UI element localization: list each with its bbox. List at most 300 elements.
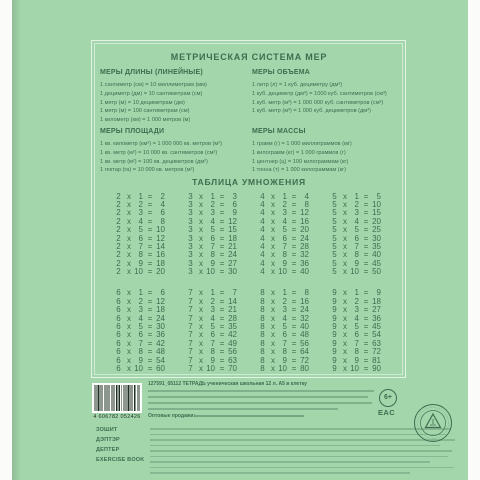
factor: 9	[332, 313, 337, 323]
times-sign: x	[271, 313, 275, 323]
equals-sign: =	[219, 233, 225, 243]
factor: 7	[188, 338, 193, 348]
equals-sign: =	[291, 364, 297, 373]
times-sign: x	[343, 216, 347, 226]
multiplier: 6	[354, 233, 359, 243]
section-heading: МЕРЫ МАССЫ	[252, 128, 306, 135]
equals-sign: =	[363, 355, 369, 365]
multiplier: 9	[138, 258, 143, 268]
multiplier: 3	[210, 208, 215, 218]
multiplier: 6	[210, 330, 215, 340]
factor: 3	[188, 208, 193, 218]
equals-sign: =	[219, 267, 225, 277]
times-sign: x	[343, 199, 347, 209]
product: 36	[300, 258, 309, 268]
product: 81	[372, 355, 381, 365]
factor: 3	[188, 233, 193, 243]
multiplier: 6	[354, 330, 359, 340]
product: 24	[300, 233, 309, 243]
equals-sign: =	[147, 250, 153, 260]
times-sign: x	[343, 364, 347, 373]
multiplier: 8	[282, 250, 287, 260]
multiplier: 10	[350, 364, 359, 373]
times-sign: x	[271, 216, 275, 226]
equals-sign: =	[363, 267, 369, 277]
times-sign: x	[199, 338, 203, 348]
product: 21	[228, 305, 237, 315]
product: 56	[228, 347, 237, 357]
factor: 5	[332, 216, 337, 226]
multiplier: 3	[210, 305, 215, 315]
quality-seal-icon	[413, 403, 453, 443]
equals-sign: =	[147, 322, 153, 331]
equals-sign: =	[219, 216, 225, 226]
times-sign: x	[271, 241, 275, 251]
multiplier: 7	[210, 241, 215, 251]
barcode	[92, 383, 142, 413]
product: 18	[372, 296, 381, 306]
multiplier: 6	[138, 330, 143, 340]
equals-sign: =	[291, 330, 297, 340]
multiplier: 7	[282, 338, 287, 348]
times-sign: x	[271, 330, 275, 340]
age-rating-badge: 6+	[379, 389, 397, 407]
times-sign: x	[127, 250, 131, 260]
multiplier: 10	[350, 267, 359, 277]
factor: 6	[116, 296, 121, 306]
unit-equivalence: 1 килограмм (кг) = 1 000 граммов (г)	[252, 149, 346, 156]
cover-left-edge	[12, 0, 21, 480]
times-sign: x	[271, 258, 275, 268]
multiplier: 10	[206, 267, 215, 277]
equals-sign: =	[363, 250, 369, 260]
multiplier: 9	[138, 355, 143, 365]
product: 72	[300, 355, 309, 365]
multiplication-row	[187, 365, 237, 373]
product-name: ЗОШИТ	[96, 427, 118, 433]
equals-sign: =	[363, 305, 369, 315]
equals-sign: =	[363, 258, 369, 268]
multiplier: 1	[282, 191, 287, 201]
product: 8	[304, 288, 309, 298]
times-sign: x	[271, 296, 275, 306]
factor: 3	[188, 225, 193, 235]
product: 21	[228, 241, 237, 251]
multiplier: 4	[282, 313, 287, 323]
equals-sign: =	[219, 330, 225, 340]
multiplication-row	[259, 365, 309, 373]
multiplier: 10	[278, 267, 287, 277]
factor: 8	[260, 330, 265, 340]
equals-sign: =	[363, 225, 369, 235]
equals-sign: =	[147, 330, 153, 340]
product-name-list	[96, 425, 144, 465]
product: 3	[232, 191, 237, 201]
times-sign: x	[271, 305, 275, 315]
multiplier: 4	[210, 216, 215, 226]
times-sign: x	[199, 208, 203, 218]
factor: 6	[116, 364, 121, 373]
unit-equivalence: 1 куб. метр (м³) = 1 000 куб. дециметров (дм³)	[252, 108, 371, 115]
times-sign: x	[271, 355, 275, 365]
times-sign: x	[199, 225, 203, 235]
equals-sign: =	[147, 364, 153, 373]
times-sign: x	[343, 241, 347, 251]
times-sign: x	[343, 305, 347, 315]
times-sign: x	[127, 233, 131, 243]
unit-equivalence: 1 дециметр (дм) = 10 сантиметрам (см)	[100, 90, 203, 97]
factor: 9	[332, 347, 337, 357]
multiplier: 7	[138, 241, 143, 251]
multiplication-table-title: ТАБЛИЦА УМНОЖЕНИЯ	[192, 177, 306, 187]
product: 72	[372, 347, 381, 357]
times-sign: x	[127, 355, 131, 365]
equals-sign: =	[291, 225, 297, 235]
factor: 8	[260, 296, 265, 306]
factor: 5	[332, 241, 337, 251]
product: 9	[232, 208, 237, 218]
times-sign: x	[199, 364, 203, 373]
product: 32	[300, 313, 309, 323]
product: 90	[372, 364, 381, 373]
product: 6	[160, 288, 165, 298]
factor: 6	[116, 288, 121, 298]
times-sign: x	[199, 296, 203, 306]
barcode-digits: 4 606782 052426	[93, 414, 141, 420]
product: 49	[228, 338, 237, 348]
times-sign: x	[343, 347, 347, 357]
equals-sign: =	[291, 250, 297, 260]
product: 18	[156, 258, 165, 268]
fine-print-line	[148, 402, 372, 404]
times-sign: x	[127, 347, 131, 357]
equals-sign: =	[291, 216, 297, 226]
factor: 3	[188, 241, 193, 251]
product: 20	[300, 225, 309, 235]
factor: 5	[332, 250, 337, 260]
equals-sign: =	[219, 288, 225, 298]
product: 36	[156, 330, 165, 340]
multiplier: 5	[210, 322, 215, 331]
product: 7	[232, 288, 237, 298]
times-sign: x	[271, 347, 275, 357]
multiplier: 10	[134, 267, 143, 277]
factor: 9	[332, 322, 337, 331]
section-length	[100, 68, 207, 125]
multiplier: 1	[354, 288, 359, 298]
factor: 9	[332, 338, 337, 348]
product: 25	[372, 225, 381, 235]
times-sign: x	[199, 288, 203, 298]
multiplier: 3	[282, 208, 287, 218]
multiplier: 8	[138, 347, 143, 357]
factor: 6	[116, 338, 121, 348]
equals-sign: =	[219, 338, 225, 348]
equals-sign: =	[291, 338, 297, 348]
metric-system-title: МЕТРИЧЕСКАЯ СИСТЕМА МЕР	[170, 52, 328, 62]
times-sign: x	[271, 191, 275, 201]
times-sign: x	[343, 267, 347, 277]
times-sign: x	[199, 216, 203, 226]
factor: 8	[260, 322, 265, 331]
product: 5	[376, 191, 381, 201]
equals-sign: =	[363, 313, 369, 323]
product: 63	[372, 338, 381, 348]
multiplier: 4	[138, 313, 143, 323]
fine-print-line	[150, 450, 452, 452]
multiplier: 7	[138, 338, 143, 348]
factor: 9	[332, 355, 337, 365]
factor: 6	[116, 355, 121, 365]
factor: 4	[260, 216, 265, 226]
product: 48	[156, 347, 165, 357]
multiplier: 2	[138, 199, 143, 209]
equals-sign: =	[363, 296, 369, 306]
multiplication-row	[331, 268, 381, 276]
equals-sign: =	[219, 250, 225, 260]
equals-sign: =	[147, 225, 153, 235]
factor: 7	[188, 322, 193, 331]
equals-sign: =	[291, 208, 297, 218]
multiplier: 9	[354, 355, 359, 365]
multiplier: 7	[354, 241, 359, 251]
multiplication-row	[187, 268, 237, 276]
product: 45	[372, 258, 381, 268]
equals-sign: =	[363, 208, 369, 218]
product: 48	[300, 330, 309, 340]
factor: 4	[260, 199, 265, 209]
product: 80	[300, 364, 309, 373]
section-heading: МЕРЫ ПЛОЩАДИ	[100, 128, 165, 135]
equals-sign: =	[147, 199, 153, 209]
equals-sign: =	[219, 225, 225, 235]
product: 45	[372, 322, 381, 331]
equals-sign: =	[147, 241, 153, 251]
factor: 3	[188, 250, 193, 260]
product: 40	[300, 322, 309, 331]
times-sign: x	[199, 322, 203, 331]
factor: 7	[188, 313, 193, 323]
section-area	[100, 127, 222, 175]
equals-sign: =	[219, 322, 225, 331]
product: 20	[156, 267, 165, 277]
times-sign: x	[127, 330, 131, 340]
multiplication-row	[331, 365, 381, 373]
factor: 8	[260, 338, 265, 348]
fine-print-line	[150, 439, 455, 441]
times-sign: x	[343, 258, 347, 268]
fine-print-line	[150, 461, 430, 463]
product: 70	[228, 364, 237, 373]
product: 54	[156, 355, 165, 365]
times-sign: x	[199, 250, 203, 260]
factor: 9	[332, 364, 337, 373]
multiplier: 7	[282, 241, 287, 251]
times-sign: x	[271, 267, 275, 277]
factor: 7	[188, 288, 193, 298]
equals-sign: =	[291, 355, 297, 365]
times-sign: x	[343, 330, 347, 340]
product: 18	[156, 305, 165, 315]
fine-print-line	[150, 445, 440, 447]
multiplier: 1	[282, 288, 287, 298]
product: 35	[372, 241, 381, 251]
product: 6	[160, 208, 165, 218]
product: 10	[372, 199, 381, 209]
factor: 6	[116, 347, 121, 357]
multiplier: 2	[354, 296, 359, 306]
product: 64	[300, 347, 309, 357]
product: 24	[228, 250, 237, 260]
unit-equivalence: 1 кв. метр (м²) = 10 000 кв. сантиметров (см²)	[100, 149, 218, 156]
times-sign: x	[343, 225, 347, 235]
times-sign: x	[127, 199, 131, 209]
multiplier: 5	[282, 322, 287, 331]
factor: 4	[260, 258, 265, 268]
product: 42	[156, 338, 165, 348]
factor: 9	[332, 296, 337, 306]
factor: 4	[260, 267, 265, 277]
multiplier: 5	[138, 322, 143, 331]
equals-sign: =	[291, 267, 297, 277]
product: 28	[300, 241, 309, 251]
equals-sign: =	[291, 296, 297, 306]
equals-sign: =	[291, 288, 297, 298]
equals-sign: =	[147, 208, 153, 218]
times-sign: x	[127, 258, 131, 268]
fine-print-line	[148, 396, 368, 398]
factor: 9	[332, 305, 337, 315]
factor: 2	[116, 250, 121, 260]
equals-sign: =	[291, 313, 297, 323]
equals-sign: =	[363, 241, 369, 251]
multiplication-row	[115, 268, 165, 276]
product: 12	[300, 208, 309, 218]
multiplier: 2	[354, 199, 359, 209]
multiplication-row	[115, 365, 165, 373]
factor: 6	[116, 305, 121, 315]
times-sign: x	[127, 364, 131, 373]
multiplier: 8	[138, 250, 143, 260]
equals-sign: =	[219, 241, 225, 251]
equals-sign: =	[363, 288, 369, 298]
equals-sign: =	[147, 233, 153, 243]
equals-sign: =	[219, 355, 225, 365]
product: 9	[376, 288, 381, 298]
multiplier: 8	[354, 347, 359, 357]
times-sign: x	[271, 338, 275, 348]
times-sign: x	[127, 305, 131, 315]
multiplier: 8	[210, 347, 215, 357]
multiplier: 3	[282, 305, 287, 315]
equals-sign: =	[291, 233, 297, 243]
factor: 3	[188, 191, 193, 201]
multiplier: 4	[282, 216, 287, 226]
factor: 5	[332, 191, 337, 201]
wholesale-label: Оптовые продажи:	[148, 413, 196, 419]
times-sign: x	[199, 241, 203, 251]
product: 16	[156, 250, 165, 260]
multiplier: 6	[210, 233, 215, 243]
multiplier: 4	[354, 216, 359, 226]
unit-equivalence: 1 километр (км) = 1 000 метров (м)	[100, 117, 191, 124]
times-sign: x	[343, 208, 347, 218]
factor: 7	[188, 330, 193, 340]
product: 14	[228, 296, 237, 306]
product-name: EXERCISE BOOK	[96, 457, 145, 463]
multiplier: 4	[138, 216, 143, 226]
factor: 3	[188, 258, 193, 268]
times-sign: x	[343, 191, 347, 201]
multiplier: 2	[282, 296, 287, 306]
factor: 2	[116, 267, 121, 277]
times-sign: x	[343, 355, 347, 365]
multiplier: 2	[138, 296, 143, 306]
multiplier: 3	[138, 305, 143, 315]
product-name: ДЕПТЕР	[96, 447, 120, 453]
times-sign: x	[271, 199, 275, 209]
factor: 5	[332, 225, 337, 235]
product: 30	[156, 322, 165, 331]
product: 12	[156, 233, 165, 243]
equals-sign: =	[291, 191, 297, 201]
times-sign: x	[199, 199, 203, 209]
product: 4	[160, 199, 165, 209]
equals-sign: =	[363, 364, 369, 373]
equals-sign: =	[147, 347, 153, 357]
multiplier: 10	[206, 364, 215, 373]
multiplier: 9	[354, 258, 359, 268]
times-sign: x	[127, 191, 131, 201]
times-sign: x	[199, 258, 203, 268]
factor: 8	[260, 288, 265, 298]
multiplier: 1	[138, 191, 143, 201]
equals-sign: =	[219, 313, 225, 323]
factor: 2	[116, 199, 121, 209]
multiplier: 5	[210, 225, 215, 235]
product: 54	[372, 330, 381, 340]
factor: 2	[116, 233, 121, 243]
fine-print-line	[148, 390, 374, 392]
equals-sign: =	[363, 216, 369, 226]
factor: 2	[116, 208, 121, 218]
product: 2	[160, 191, 165, 201]
times-sign: x	[271, 225, 275, 235]
equals-sign: =	[147, 216, 153, 226]
product: 50	[372, 267, 381, 277]
equals-sign: =	[147, 191, 153, 201]
times-sign: x	[127, 338, 131, 348]
factor: 8	[260, 305, 265, 315]
equals-sign: =	[147, 355, 153, 365]
times-sign: x	[343, 296, 347, 306]
multiplier: 9	[282, 355, 287, 365]
equals-sign: =	[363, 233, 369, 243]
times-sign: x	[271, 208, 275, 218]
product: 60	[156, 364, 165, 373]
factor: 3	[188, 267, 193, 277]
times-sign: x	[199, 330, 203, 340]
factor: 8	[260, 313, 265, 323]
product: 40	[372, 250, 381, 260]
factor: 4	[260, 225, 265, 235]
factor: 6	[116, 322, 121, 331]
product-name: ДЭПТЭР	[96, 437, 120, 443]
times-sign: x	[199, 191, 203, 201]
times-sign: x	[343, 288, 347, 298]
fine-print-line	[150, 434, 446, 436]
factor: 5	[332, 233, 337, 243]
